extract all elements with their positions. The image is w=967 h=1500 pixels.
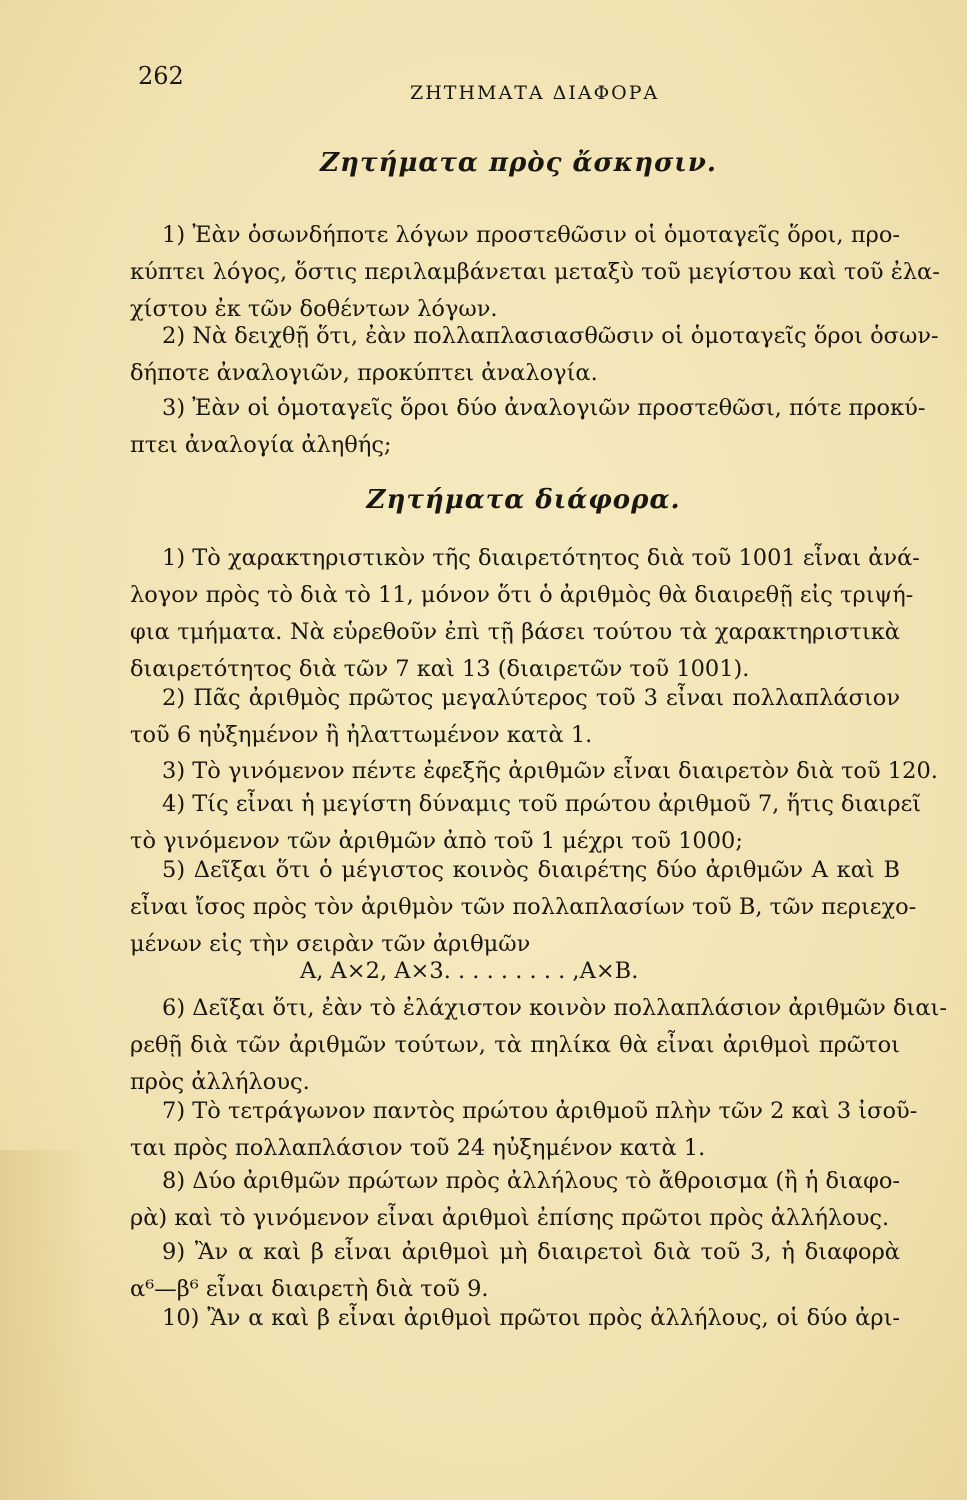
- misc-item-10: [130, 1300, 900, 1337]
- text-line: κύπτει λόγος, ὅστις περιλαμβάνεται μεταξὺ τοῦ μεγίστου καὶ τοῦ ἐλα-: [130, 259, 940, 285]
- text-line: 5) Δεῖξαι ὅτι ὁ μέγιστος κοινὸς διαιρέτης δύο ἀριθμῶν Α καὶ Β: [162, 857, 900, 883]
- text-line: χίστου ἐκ τῶν δοθέντων λόγων.: [130, 296, 498, 322]
- section-heading-miscellaneous: Ζητήματα διάφορα.: [366, 485, 681, 515]
- exercise-item-2: [130, 318, 939, 392]
- running-head: ΖΗΤΗΜΑΤΑ ΔΙΑΦΟΡΑ: [410, 82, 660, 104]
- text-line: 6) Δεῖξαι ὅτι, ἐὰν τὸ ἐλάχιστον κοινὸν πολλαπλάσιον ἀριθμῶν διαι-: [162, 995, 947, 1021]
- text-line: 10) Ἂν α καὶ β εἶναι ἀριθμοὶ πρῶτοι πρὸς ἀλλήλους, οἱ δύο ἀρι-: [162, 1305, 900, 1331]
- text-line: ρὰ) καὶ τὸ γινόμενον εἶναι ἀριθμοὶ ἐπίσης πρῶτοι πρὸς ἀλλήλους.: [130, 1205, 890, 1231]
- text-line: πρὸς ἀλλήλους.: [130, 1069, 310, 1095]
- text-line: διαιρετότητος διὰ τῶν 7 καὶ 13 (διαιρετῶν τοῦ 1001).: [130, 656, 750, 682]
- text-line: ται πρὸς πολλαπλάσιον τοῦ 24 ηὐξημένον κατὰ 1.: [130, 1135, 706, 1161]
- misc-item-4: [130, 786, 922, 860]
- page-edge-shadow: [0, 1150, 90, 1500]
- text-line: δήποτε ἀναλογιῶν, προκύπτει ἀναλογία.: [130, 360, 598, 386]
- misc-item-9: [130, 1234, 900, 1308]
- text-line: λογον πρὸς τὸ διὰ τὸ 11, μόνον ὅτι ὁ ἀριθμὸς θὰ διαιρεθῇ εἰς τριψή-: [130, 582, 914, 608]
- text-line: 9) Ἂν α καὶ β εἶναι ἀριθμοὶ μὴ διαιρετοὶ διὰ τοῦ 3, ἡ διαφορὰ: [162, 1239, 900, 1265]
- text-line: 3) Τὸ γινόμενον πέντε ἐφεξῆς ἀριθμῶν εἶναι διαιρετὸν διὰ τοῦ 120.: [162, 758, 938, 784]
- text-line: 3) Ἐὰν οἱ ὁμοταγεῖς ὅροι δύο ἀναλογιῶν προστεθῶσι, πότε προκύ-: [162, 395, 926, 421]
- text-line: φια τμήματα. Νὰ εὑρεθοῦν ἐπὶ τῇ βάσει τούτου τὰ χαρακτηριστικὰ: [130, 619, 900, 645]
- text-line: εἶναι ἴσος πρὸς τὸν ἀριθμὸν τῶν πολλαπλασίων τοῦ Β, τῶν περιεχο-: [130, 894, 917, 920]
- misc-item-7: [130, 1093, 918, 1167]
- formula-sequence: Α, Α×2, Α×3. . . . . . . . . ,Α×Β.: [300, 958, 639, 984]
- section-heading-exercises: Ζητήματα πρὸς ἄσκησιν.: [320, 148, 717, 178]
- exercise-item-3: [130, 390, 926, 464]
- exercise-item-1: [130, 217, 940, 328]
- misc-item-6: [130, 990, 947, 1101]
- text-line: 4) Τίς εἶναι ἡ μεγίστη δύναμις τοῦ πρώτου ἀριθμοῦ 7, ἥτις διαιρεῖ: [162, 791, 922, 817]
- text-line: 2) Πᾶς ἀριθμὸς πρῶτος μεγαλύτερος τοῦ 3 εἶναι πολλαπλάσιον: [162, 685, 900, 711]
- text-line: τοῦ 6 ηὐξημένον ἢ ἠλαττωμένον κατὰ 1.: [130, 722, 593, 748]
- text-line: μένων εἰς τὴν σειρὰν τῶν ἀριθμῶν: [130, 931, 531, 957]
- page-number: 262: [138, 62, 184, 90]
- text-line: τὸ γινόμενον τῶν ἀριθμῶν ἀπὸ τοῦ 1 μέχρι τοῦ 1000;: [130, 828, 743, 854]
- text-line: 2) Νὰ δειχθῇ ὅτι, ἐὰν πολλαπλασιασθῶσιν οἱ ὁμοταγεῖς ὅροι ὁσων-: [162, 323, 939, 349]
- text-line: 7) Τὸ τετράγωνον παντὸς πρώτου ἀριθμοῦ πλὴν τῶν 2 καὶ 3 ἰσοῦ-: [162, 1098, 918, 1124]
- misc-item-8: [130, 1163, 900, 1237]
- text-line: α⁶—β⁶ εἶναι διαιρετὴ διὰ τοῦ 9.: [130, 1276, 489, 1302]
- misc-item-5: [130, 852, 917, 963]
- text-line: ρεθῇ διὰ τῶν ἀριθμῶν τούτων, τὰ πηλίκα θὰ εἶναι ἀριθμοὶ πρῶτοι: [130, 1032, 900, 1058]
- text-line: 1) Τὸ χαρακτηριστικὸν τῆς διαιρετότητος διὰ τοῦ 1001 εἶναι ἀνά-: [162, 545, 920, 571]
- misc-item-2: [130, 680, 900, 754]
- text-line: πτει ἀναλογία ἀληθής;: [130, 432, 392, 458]
- text-line: 8) Δύο ἀριθμῶν πρώτων πρὸς ἀλλήλους τὸ ἄθροισμα (ἢ ἡ διαφο-: [162, 1168, 900, 1194]
- misc-item-3: [130, 753, 938, 790]
- text-line: 1) Ἐὰν ὁσωνδήποτε λόγων προστεθῶσιν οἱ ὁμοταγεῖς ὅροι, προ-: [162, 222, 900, 248]
- misc-item-1: [130, 540, 920, 688]
